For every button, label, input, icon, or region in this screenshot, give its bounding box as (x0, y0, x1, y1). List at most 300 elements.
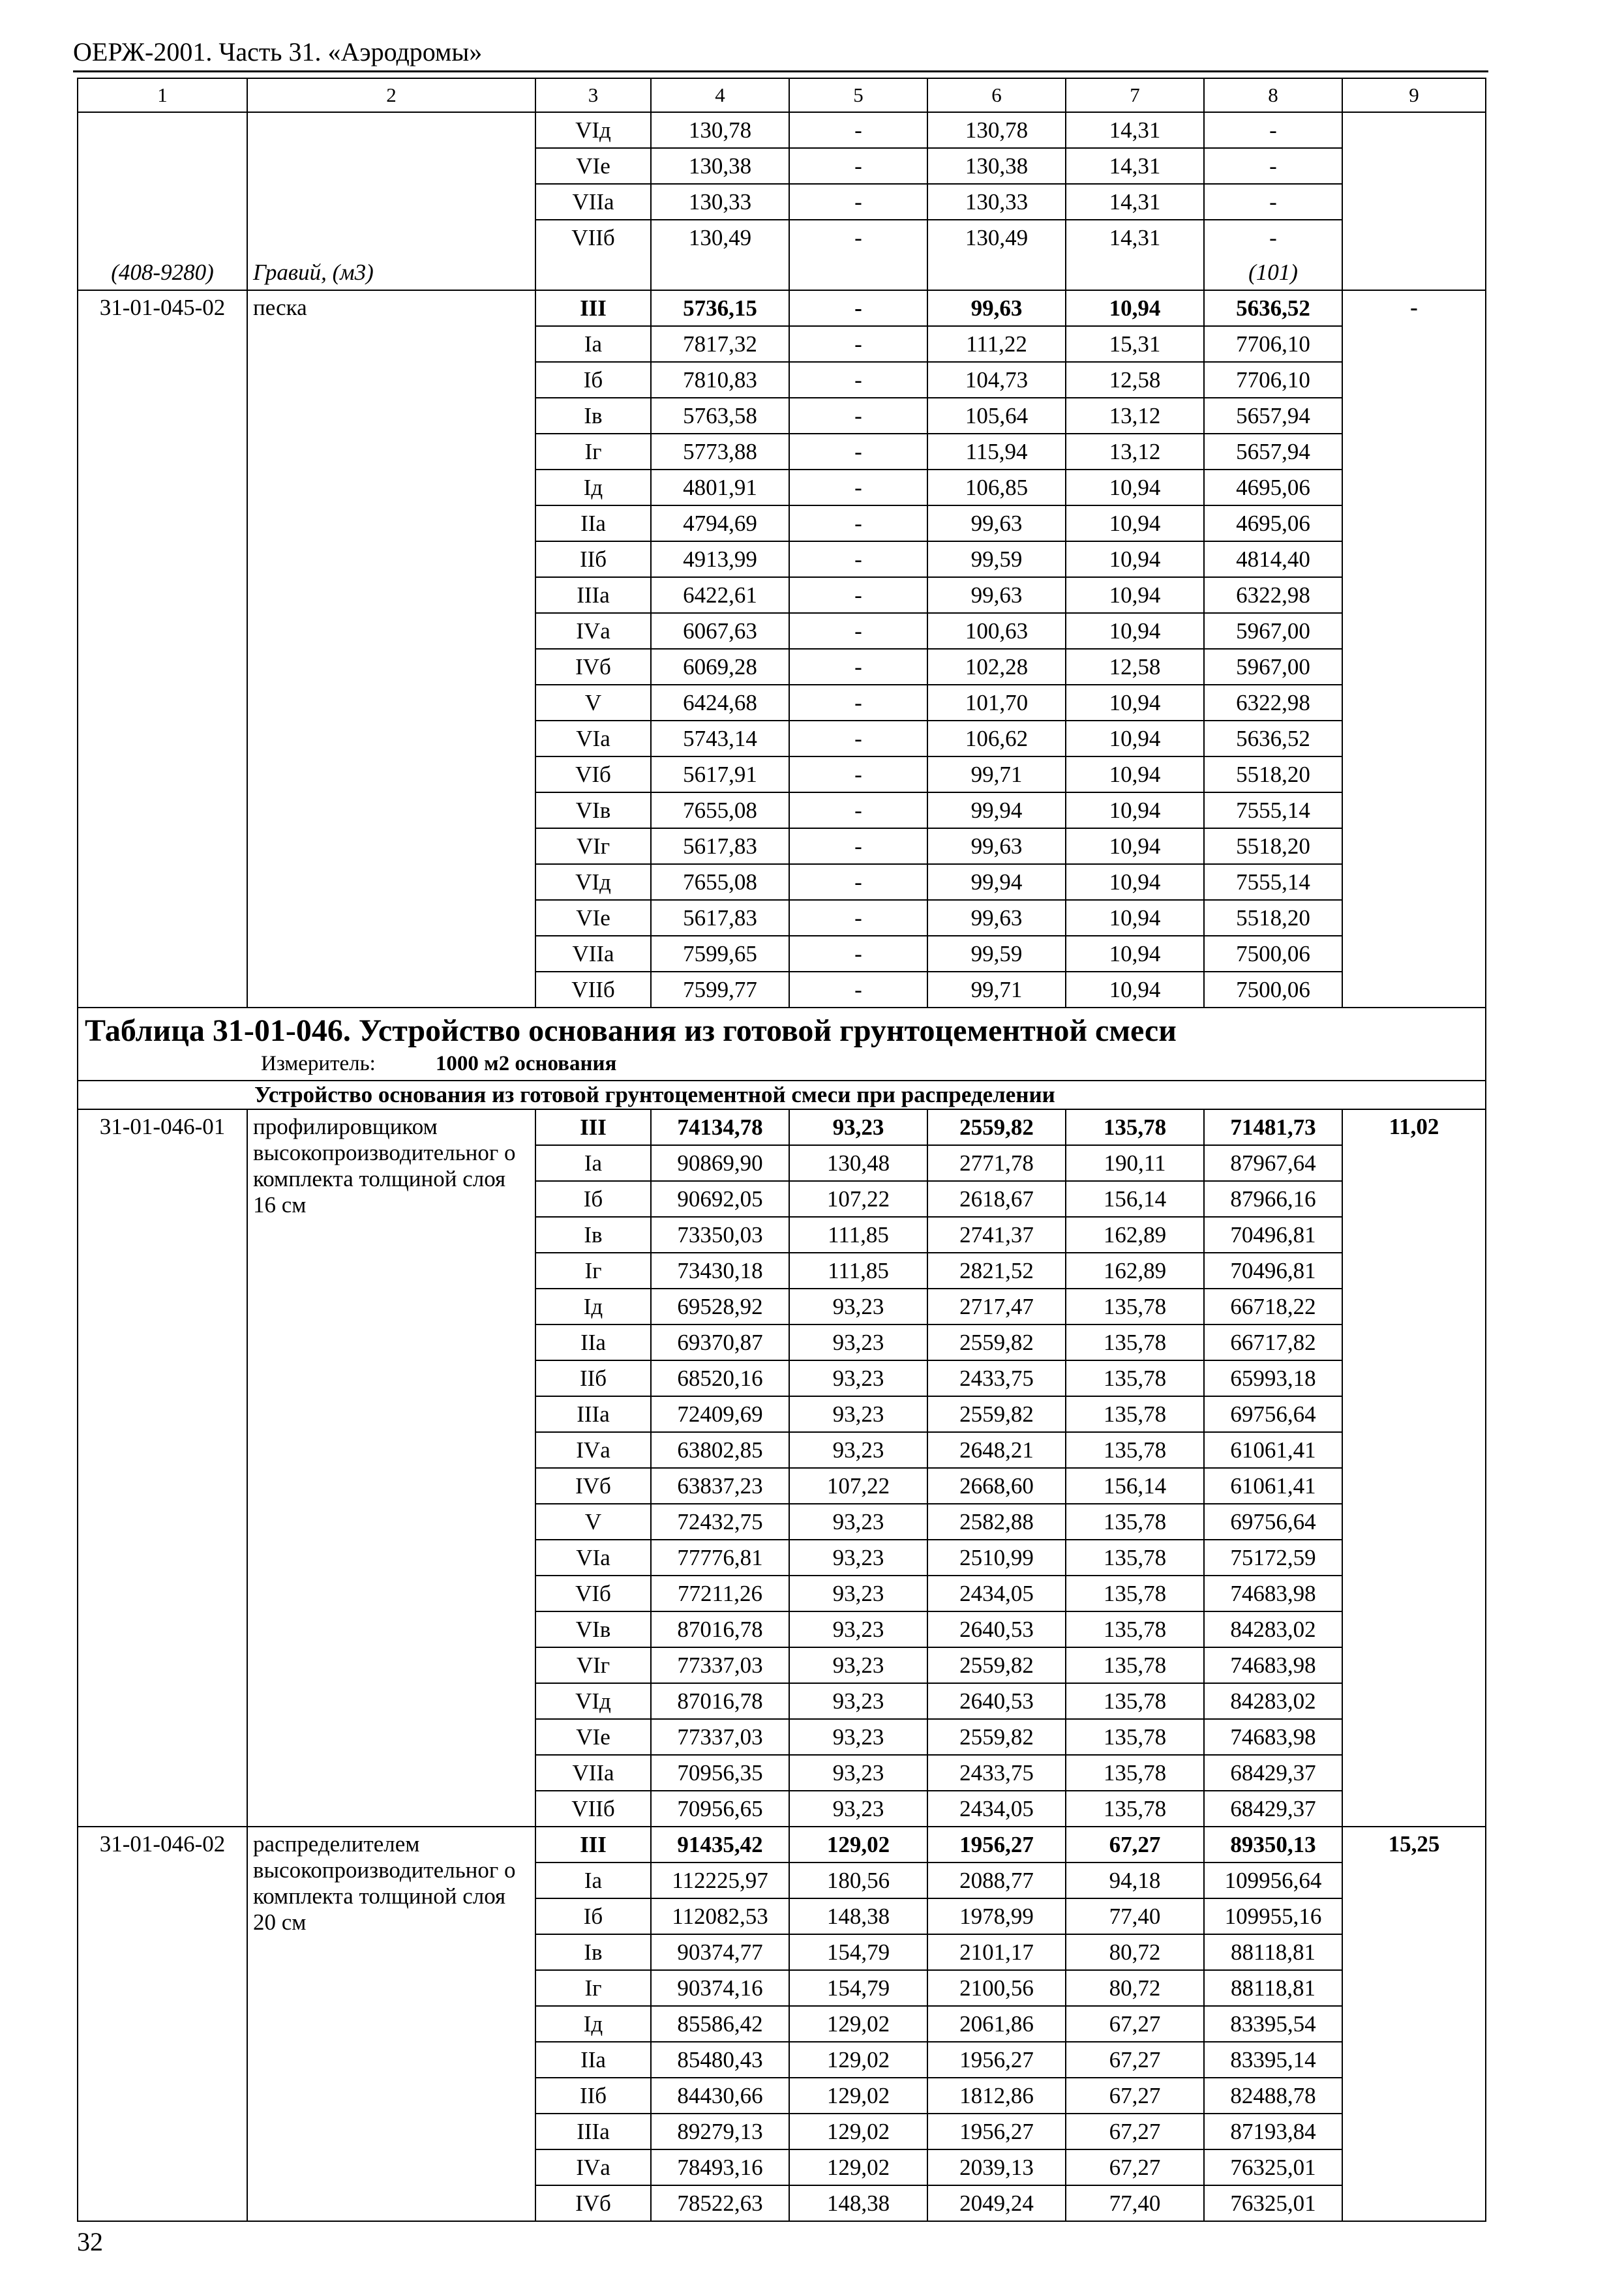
operator-wage-cell: 10,94 (1066, 792, 1204, 828)
labor-cost-cell: - (789, 613, 927, 649)
machine-cost-cell: 2510,99 (927, 1540, 1066, 1576)
operator-wage-cell: 14,31 (1066, 112, 1204, 148)
operator-wage-cell: 15,31 (1066, 326, 1204, 362)
operator-wage-cell: 67,27 (1066, 2114, 1204, 2149)
machine-cost-cell: 2049,24 (927, 2185, 1066, 2221)
zone-cell: IVа (535, 2149, 651, 2185)
direct-cost-cell: 130,78 (651, 112, 789, 148)
direct-cost-cell: 87016,78 (651, 1683, 789, 1719)
machine-cost-cell: 100,63 (927, 613, 1066, 649)
materials-cell: 88118,81 (1204, 1934, 1342, 1970)
machine-cost-cell: 2559,82 (927, 1396, 1066, 1432)
materials-cell: 84283,02 (1204, 1611, 1342, 1647)
operator-wage-cell: 10,94 (1066, 541, 1204, 577)
labor-cost-cell: 93,23 (789, 1540, 927, 1576)
machine-cost-cell: 2434,05 (927, 1576, 1066, 1611)
work-name: профилировщиком высокопроизводительног о комплекта толщиной слоя 16 см (247, 1109, 535, 1827)
materials-cell: 82488,78 (1204, 2078, 1342, 2114)
header-divider (73, 70, 1488, 72)
rates-table (77, 78, 1486, 2222)
labor-cost-cell: 93,23 (789, 1755, 927, 1791)
materials-cell: 76325,01 (1204, 2185, 1342, 2221)
direct-cost-cell: 69528,92 (651, 1289, 789, 1324)
direct-cost-cell: 6422,61 (651, 577, 789, 613)
materials-cell: 70496,81 (1204, 1217, 1342, 1253)
labor-cost-cell: 180,56 (789, 1863, 927, 1898)
table-subsection (78, 1081, 1486, 1109)
operator-wage-cell: 77,40 (1066, 1898, 1204, 1934)
zone-cell: Iв (535, 1934, 651, 1970)
page-number: 32 (77, 2227, 103, 2256)
labor-hours-cell: 15,25 (1342, 1827, 1486, 2221)
labor-cost-cell: - (789, 148, 927, 184)
operator-wage-cell: 156,14 (1066, 1468, 1204, 1504)
materials-cell: 6322,98 (1204, 577, 1342, 613)
operator-wage-cell: 135,78 (1066, 1360, 1204, 1396)
machine-cost-cell: 1978,99 (927, 1898, 1066, 1934)
materials-cell: 5518,20 (1204, 756, 1342, 792)
materials-cell: - (1204, 184, 1342, 220)
zone-cell: V (535, 1504, 651, 1540)
labor-hours-cell (1342, 112, 1486, 290)
labor-cost-cell: 111,85 (789, 1217, 927, 1253)
machine-cost-cell: 2648,21 (927, 1432, 1066, 1468)
materials-cell: 7500,06 (1204, 936, 1342, 972)
materials-cell: 5636,52 (1204, 721, 1342, 756)
labor-cost-cell: 154,79 (789, 1970, 927, 2006)
measure-line (85, 1050, 1479, 1080)
machine-cost-cell: 99,94 (927, 864, 1066, 900)
machine-cost-cell: 2640,53 (927, 1683, 1066, 1719)
operator-wage-cell: 10,94 (1066, 613, 1204, 649)
machine-cost-cell: 130,33 (927, 184, 1066, 220)
zone-cell: Iб (535, 1181, 651, 1217)
labor-cost-cell: 107,22 (789, 1468, 927, 1504)
labor-cost-cell: 93,23 (789, 1611, 927, 1647)
operator-wage-cell: 135,78 (1066, 1540, 1204, 1576)
labor-cost-cell: - (789, 721, 927, 756)
materials-cell: 109955,16 (1204, 1898, 1342, 1934)
operator-wage-cell: 10,94 (1066, 900, 1204, 936)
machine-cost-cell: 99,94 (927, 792, 1066, 828)
materials-cell: - (1204, 112, 1342, 148)
direct-cost-cell: 73350,03 (651, 1217, 789, 1253)
machine-cost-cell: 99,63 (927, 290, 1066, 326)
zone-cell: IIб (535, 541, 651, 577)
labor-cost-cell: - (789, 577, 927, 613)
table-row (78, 290, 1486, 326)
zone-cell: IVб (535, 1468, 651, 1504)
zone-cell: Iб (535, 1898, 651, 1934)
materials-cell: - (1204, 220, 1342, 255)
measure-unit: 1000 м2 основания (435, 1052, 617, 1075)
labor-cost-cell: 93,23 (789, 1683, 927, 1719)
direct-cost-cell: 7599,77 (651, 972, 789, 1008)
machine-cost-cell: 130,78 (927, 112, 1066, 148)
direct-cost-cell: 77211,26 (651, 1576, 789, 1611)
machine-cost-cell: 99,71 (927, 756, 1066, 792)
labor-cost-cell: 148,38 (789, 2185, 927, 2221)
machine-cost-cell: 99,63 (927, 505, 1066, 541)
empty-cell (1066, 255, 1204, 290)
labor-cost-cell: - (789, 326, 927, 362)
operator-wage-cell: 10,94 (1066, 864, 1204, 900)
zone-cell: Iг (535, 434, 651, 470)
zone-cell: III (535, 1109, 651, 1145)
direct-cost-cell: 85480,43 (651, 2042, 789, 2078)
zone-cell: VIе (535, 148, 651, 184)
operator-wage-cell: 67,27 (1066, 2042, 1204, 2078)
operator-wage-cell: 156,14 (1066, 1181, 1204, 1217)
labor-cost-cell: - (789, 756, 927, 792)
material-quantity-note: (101) (1204, 255, 1342, 290)
labor-cost-cell: - (789, 864, 927, 900)
machine-cost-cell: 2100,56 (927, 1970, 1066, 2006)
zone-cell: VIIа (535, 936, 651, 972)
column-number: 7 (1066, 78, 1204, 112)
labor-cost-cell: 148,38 (789, 1898, 927, 1934)
direct-cost-cell: 84430,66 (651, 2078, 789, 2114)
materials-cell: 87193,84 (1204, 2114, 1342, 2149)
labor-cost-cell: - (789, 685, 927, 721)
direct-cost-cell: 90374,77 (651, 1934, 789, 1970)
column-number: 6 (927, 78, 1066, 112)
direct-cost-cell: 91435,42 (651, 1827, 789, 1863)
materials-cell: 83395,14 (1204, 2042, 1342, 2078)
operator-wage-cell: 94,18 (1066, 1863, 1204, 1898)
materials-cell: 84283,02 (1204, 1683, 1342, 1719)
labor-cost-cell: - (789, 541, 927, 577)
materials-cell: 7706,10 (1204, 326, 1342, 362)
zone-cell: Iд (535, 470, 651, 505)
zone-cell: IIIа (535, 2114, 651, 2149)
materials-cell: 5518,20 (1204, 900, 1342, 936)
table-section-header (78, 1008, 1486, 1081)
operator-wage-cell: 162,89 (1066, 1217, 1204, 1253)
labor-cost-cell: - (789, 972, 927, 1008)
materials-cell: 65993,18 (1204, 1360, 1342, 1396)
direct-cost-cell: 5743,14 (651, 721, 789, 756)
machine-cost-cell: 1956,27 (927, 2114, 1066, 2149)
machine-cost-cell: 2559,82 (927, 1719, 1066, 1755)
labor-cost-cell: 129,02 (789, 2042, 927, 2078)
operator-wage-cell: 67,27 (1066, 1827, 1204, 1863)
operator-wage-cell: 10,94 (1066, 577, 1204, 613)
empty-cell (789, 255, 927, 290)
operator-wage-cell: 67,27 (1066, 2078, 1204, 2114)
labor-cost-cell: 93,23 (789, 1396, 927, 1432)
machine-cost-cell: 99,71 (927, 972, 1066, 1008)
operator-wage-cell: 10,94 (1066, 972, 1204, 1008)
materials-cell: 6322,98 (1204, 685, 1342, 721)
machine-cost-cell: 99,63 (927, 577, 1066, 613)
machine-cost-cell: 130,38 (927, 148, 1066, 184)
zone-cell: VIб (535, 756, 651, 792)
column-number: 5 (789, 78, 927, 112)
zone-cell: VIIб (535, 220, 651, 255)
materials-cell: 71481,73 (1204, 1109, 1342, 1145)
operator-wage-cell: 135,78 (1066, 1396, 1204, 1432)
direct-cost-cell: 78493,16 (651, 2149, 789, 2185)
zone-cell: IVб (535, 649, 651, 685)
work-name (247, 112, 535, 255)
zone-cell: IVа (535, 1432, 651, 1468)
zone-cell: IIIа (535, 577, 651, 613)
column-number: 3 (535, 78, 651, 112)
zone-cell: Iа (535, 1145, 651, 1181)
materials-cell: 87966,16 (1204, 1181, 1342, 1217)
machine-cost-cell: 2101,17 (927, 1934, 1066, 1970)
materials-cell: 68429,37 (1204, 1755, 1342, 1791)
operator-wage-cell: 135,78 (1066, 1683, 1204, 1719)
operator-wage-cell: 13,12 (1066, 434, 1204, 470)
operator-wage-cell: 10,94 (1066, 936, 1204, 972)
zone-cell: Iг (535, 1970, 651, 2006)
zone-cell: VIIб (535, 1791, 651, 1827)
machine-cost-cell: 106,62 (927, 721, 1066, 756)
direct-cost-cell: 7817,32 (651, 326, 789, 362)
materials-cell: 88118,81 (1204, 1970, 1342, 2006)
machine-cost-cell: 2741,37 (927, 1217, 1066, 1253)
rate-code: 31-01-046-01 (78, 1109, 247, 1827)
direct-cost-cell: 89279,13 (651, 2114, 789, 2149)
labor-hours-cell: - (1342, 290, 1486, 1008)
table-title-cell (78, 1008, 1486, 1081)
labor-cost-cell: 129,02 (789, 2149, 927, 2185)
column-number: 9 (1342, 78, 1486, 112)
labor-cost-cell: - (789, 900, 927, 936)
materials-cell: 7500,06 (1204, 972, 1342, 1008)
zone-cell: IIа (535, 2042, 651, 2078)
labor-cost-cell: 129,02 (789, 2006, 927, 2042)
labor-cost-cell: 93,23 (789, 1647, 927, 1683)
zone-cell: VIд (535, 864, 651, 900)
materials-cell: 4695,06 (1204, 505, 1342, 541)
materials-cell: 74683,98 (1204, 1719, 1342, 1755)
materials-cell: 7555,14 (1204, 864, 1342, 900)
materials-cell: 7706,10 (1204, 362, 1342, 398)
direct-cost-cell: 68520,16 (651, 1360, 789, 1396)
operator-wage-cell: 135,78 (1066, 1719, 1204, 1755)
empty-cell (535, 255, 651, 290)
labor-cost-cell: - (789, 220, 927, 255)
material-note-row (78, 255, 1486, 290)
page-header-title: ОЕРЖ-2001. Часть 31. «Аэродромы» (73, 37, 483, 67)
zone-cell: IVа (535, 613, 651, 649)
machine-cost-cell: 104,73 (927, 362, 1066, 398)
zone-cell: IVб (535, 2185, 651, 2221)
materials-cell: 5636,52 (1204, 290, 1342, 326)
operator-wage-cell: 80,72 (1066, 1934, 1204, 1970)
empty-cell (927, 255, 1066, 290)
machine-cost-cell: 2039,13 (927, 2149, 1066, 2185)
material-code-note: (408-9280) (78, 255, 247, 290)
zone-cell: VIа (535, 1540, 651, 1576)
machine-cost-cell: 115,94 (927, 434, 1066, 470)
zone-cell: VIа (535, 721, 651, 756)
labor-cost-cell: - (789, 290, 927, 326)
materials-cell: 83395,54 (1204, 2006, 1342, 2042)
materials-cell: 66718,22 (1204, 1289, 1342, 1324)
direct-cost-cell: 77776,81 (651, 1540, 789, 1576)
direct-cost-cell: 5617,91 (651, 756, 789, 792)
zone-cell: VIе (535, 900, 651, 936)
zone-cell: Iа (535, 1863, 651, 1898)
materials-cell: 76325,01 (1204, 2149, 1342, 2185)
direct-cost-cell: 70956,35 (651, 1755, 789, 1791)
direct-cost-cell: 7655,08 (651, 792, 789, 828)
materials-cell: 74683,98 (1204, 1647, 1342, 1683)
direct-cost-cell: 90869,90 (651, 1145, 789, 1181)
column-number: 1 (78, 78, 247, 112)
machine-cost-cell: 2434,05 (927, 1791, 1066, 1827)
column-number: 4 (651, 78, 789, 112)
materials-cell: 61061,41 (1204, 1432, 1342, 1468)
operator-wage-cell: 135,78 (1066, 1324, 1204, 1360)
zone-cell: IIб (535, 1360, 651, 1396)
labor-cost-cell: - (789, 434, 927, 470)
machine-cost-cell: 2618,67 (927, 1181, 1066, 1217)
operator-wage-cell: 12,58 (1066, 649, 1204, 685)
materials-cell: 4695,06 (1204, 470, 1342, 505)
operator-wage-cell: 135,78 (1066, 1791, 1204, 1827)
operator-wage-cell: 135,78 (1066, 1576, 1204, 1611)
machine-cost-cell: 2640,53 (927, 1611, 1066, 1647)
labor-cost-cell: - (789, 936, 927, 972)
labor-cost-cell: 93,23 (789, 1576, 927, 1611)
machine-cost-cell: 99,59 (927, 936, 1066, 972)
zone-cell: VIг (535, 828, 651, 864)
direct-cost-cell: 5763,58 (651, 398, 789, 434)
direct-cost-cell: 78522,63 (651, 2185, 789, 2221)
table-title: Таблица 31-01-046. Устройство основания из готовой грунтоцементной смеси (85, 1013, 1177, 1048)
direct-cost-cell: 5773,88 (651, 434, 789, 470)
materials-cell: 66717,82 (1204, 1324, 1342, 1360)
direct-cost-cell: 5617,83 (651, 828, 789, 864)
operator-wage-cell: 135,78 (1066, 1647, 1204, 1683)
materials-cell: 70496,81 (1204, 1253, 1342, 1289)
materials-cell: 75172,59 (1204, 1540, 1342, 1576)
machine-cost-cell: 105,64 (927, 398, 1066, 434)
operator-wage-cell: 14,31 (1066, 184, 1204, 220)
table-row (78, 1109, 1486, 1145)
materials-cell: 69756,64 (1204, 1504, 1342, 1540)
labor-cost-cell: - (789, 398, 927, 434)
operator-wage-cell: 10,94 (1066, 828, 1204, 864)
direct-cost-cell: 5736,15 (651, 290, 789, 326)
empty-cell (651, 255, 789, 290)
direct-cost-cell: 90692,05 (651, 1181, 789, 1217)
labor-cost-cell: 130,48 (789, 1145, 927, 1181)
operator-wage-cell: 12,58 (1066, 362, 1204, 398)
direct-cost-cell: 6067,63 (651, 613, 789, 649)
direct-cost-cell: 70956,65 (651, 1791, 789, 1827)
direct-cost-cell: 69370,87 (651, 1324, 789, 1360)
machine-cost-cell: 2559,82 (927, 1109, 1066, 1145)
materials-cell: 61061,41 (1204, 1468, 1342, 1504)
labor-hours-cell: 11,02 (1342, 1109, 1486, 1827)
operator-wage-cell: 13,12 (1066, 398, 1204, 434)
materials-cell: 69756,64 (1204, 1396, 1342, 1432)
operator-wage-cell: 135,78 (1066, 1611, 1204, 1647)
operator-wage-cell: 67,27 (1066, 2149, 1204, 2185)
labor-cost-cell: 93,23 (789, 1504, 927, 1540)
labor-cost-cell: - (789, 828, 927, 864)
direct-cost-cell: 72409,69 (651, 1396, 789, 1432)
operator-wage-cell: 10,94 (1066, 505, 1204, 541)
labor-cost-cell: - (789, 112, 927, 148)
column-number: 2 (247, 78, 535, 112)
direct-cost-cell: 130,49 (651, 220, 789, 255)
direct-cost-cell: 87016,78 (651, 1611, 789, 1647)
machine-cost-cell: 2582,88 (927, 1504, 1066, 1540)
labor-cost-cell: 93,23 (789, 1289, 927, 1324)
direct-cost-cell: 4913,99 (651, 541, 789, 577)
rate-code: 31-01-046-02 (78, 1827, 247, 2221)
column-number-row (78, 78, 1486, 112)
materials-cell: 89350,13 (1204, 1827, 1342, 1863)
zone-cell: Iд (535, 1289, 651, 1324)
zone-cell: VIд (535, 112, 651, 148)
labor-cost-cell: 129,02 (789, 2078, 927, 2114)
machine-cost-cell: 99,63 (927, 828, 1066, 864)
direct-cost-cell: 112082,53 (651, 1898, 789, 1934)
direct-cost-cell: 63802,85 (651, 1432, 789, 1468)
zone-cell: V (535, 685, 651, 721)
materials-cell: 4814,40 (1204, 541, 1342, 577)
zone-cell: VIв (535, 792, 651, 828)
materials-cell: 87967,64 (1204, 1145, 1342, 1181)
direct-cost-cell: 90374,16 (651, 1970, 789, 2006)
operator-wage-cell: 135,78 (1066, 1432, 1204, 1468)
materials-cell: 109956,64 (1204, 1863, 1342, 1898)
machine-cost-cell: 2433,75 (927, 1360, 1066, 1396)
operator-wage-cell: 10,94 (1066, 470, 1204, 505)
labor-cost-cell: 111,85 (789, 1253, 927, 1289)
machine-cost-cell: 2821,52 (927, 1253, 1066, 1289)
machine-cost-cell: 102,28 (927, 649, 1066, 685)
labor-cost-cell: - (789, 505, 927, 541)
machine-cost-cell: 2771,78 (927, 1145, 1066, 1181)
labor-cost-cell: 129,02 (789, 1827, 927, 1863)
materials-cell: 7555,14 (1204, 792, 1342, 828)
machine-cost-cell: 1956,27 (927, 1827, 1066, 1863)
direct-cost-cell: 74134,78 (651, 1109, 789, 1145)
zone-cell: IIIа (535, 1396, 651, 1432)
column-number: 8 (1204, 78, 1342, 112)
zone-cell: IIа (535, 1324, 651, 1360)
machine-cost-cell: 101,70 (927, 685, 1066, 721)
zone-cell: III (535, 290, 651, 326)
direct-cost-cell: 6069,28 (651, 649, 789, 685)
machine-cost-cell: 99,63 (927, 900, 1066, 936)
direct-cost-cell: 72432,75 (651, 1504, 789, 1540)
labor-cost-cell: - (789, 470, 927, 505)
machine-cost-cell: 2088,77 (927, 1863, 1066, 1898)
zone-cell: VIд (535, 1683, 651, 1719)
machine-cost-cell: 2433,75 (927, 1755, 1066, 1791)
direct-cost-cell: 73430,18 (651, 1253, 789, 1289)
direct-cost-cell: 4794,69 (651, 505, 789, 541)
operator-wage-cell: 10,94 (1066, 290, 1204, 326)
labor-cost-cell: 129,02 (789, 2114, 927, 2149)
subsection-title: Устройство основания из готовой грунтоцементной смеси при распределении (78, 1081, 1486, 1109)
direct-cost-cell: 7599,65 (651, 936, 789, 972)
table-row (78, 112, 1486, 148)
operator-wage-cell: 162,89 (1066, 1253, 1204, 1289)
direct-cost-cell: 130,38 (651, 148, 789, 184)
labor-cost-cell: - (789, 649, 927, 685)
